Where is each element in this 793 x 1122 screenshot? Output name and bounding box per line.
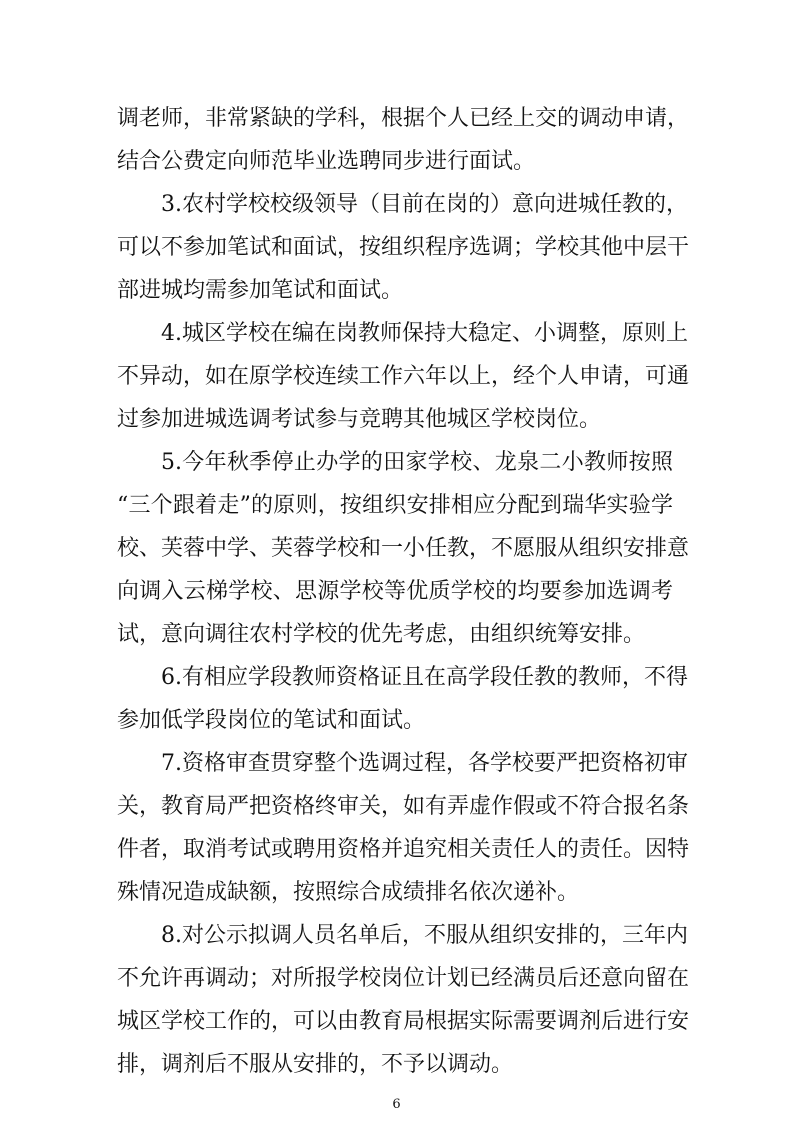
text-line: 关，教育局严把资格终审关，如有弄虚作假或不符合报名条 bbox=[117, 794, 690, 819]
page-number: 6 bbox=[392, 1097, 401, 1112]
text-line: 殊情况造成缺额，按照综合成绩排名依次递补。 bbox=[117, 880, 580, 905]
text-line: 7.资格审查贯穿整个选调过程，各学校要严把资格初审 bbox=[161, 751, 688, 776]
text-line: 结合公费定向师范毕业选聘同步进行面试。 bbox=[117, 149, 536, 174]
text-line: 不允许再调动；对所报学校岗位计划已经满员后还意向留在 bbox=[117, 966, 690, 991]
text-line: 向调入云梯学校、思源学校等优质学校的均要参加选调考 bbox=[117, 579, 673, 604]
text-line: 件者，取消考试或聘用资格并追究相关责任人的责任。因特 bbox=[117, 837, 690, 862]
text-line: 城区学校工作的，可以由教育局根据实际需要调剂后进行安 bbox=[117, 1009, 690, 1034]
text-line: 排，调剂后不服从安排的，不予以调动。 bbox=[117, 1052, 514, 1077]
text-line: 不异动，如在原学校连续工作六年以上，经个人申请，可通 bbox=[117, 364, 690, 389]
text-line: 8.对公示拟调人员名单后，不服从组织安排的，三年内 bbox=[161, 923, 688, 948]
text-line: 参加低学段岗位的笔试和面试。 bbox=[117, 708, 426, 733]
text-line: 6.有相应学段教师资格证且在高学段任教的教师，不得 bbox=[161, 665, 688, 690]
text-line: 校、芙蓉中学、芙蓉学校和一小任教，不愿服从组织安排意 bbox=[117, 536, 690, 561]
text-line: 3.农村学校校级领导（目前在岗的）意向进城任教的， bbox=[161, 192, 688, 217]
text-line: 调老师，非常紧缺的学科，根据个人已经上交的调动申请， bbox=[117, 106, 690, 131]
text-line: 4.城区学校在编在岗教师保持大稳定、小调整，原则上 bbox=[161, 321, 688, 346]
text-line: 过参加进城选调考试参与竞聘其他城区学校岗位。 bbox=[117, 407, 602, 432]
text-line: 5.今年秋季停止办学的田家学校、龙泉二小教师按照 bbox=[161, 450, 673, 475]
text-line: 可以不参加笔试和面试，按组织程序选调；学校其他中层干 bbox=[117, 235, 690, 260]
text-line: “三个跟着走”的原则，按组织安排相应分配到瑞华实验学 bbox=[117, 493, 673, 518]
text-line: 部进城均需参加笔试和面试。 bbox=[117, 278, 404, 303]
text-line: 试，意向调往农村学校的优先考虑，由组织统筹安排。 bbox=[117, 622, 646, 647]
